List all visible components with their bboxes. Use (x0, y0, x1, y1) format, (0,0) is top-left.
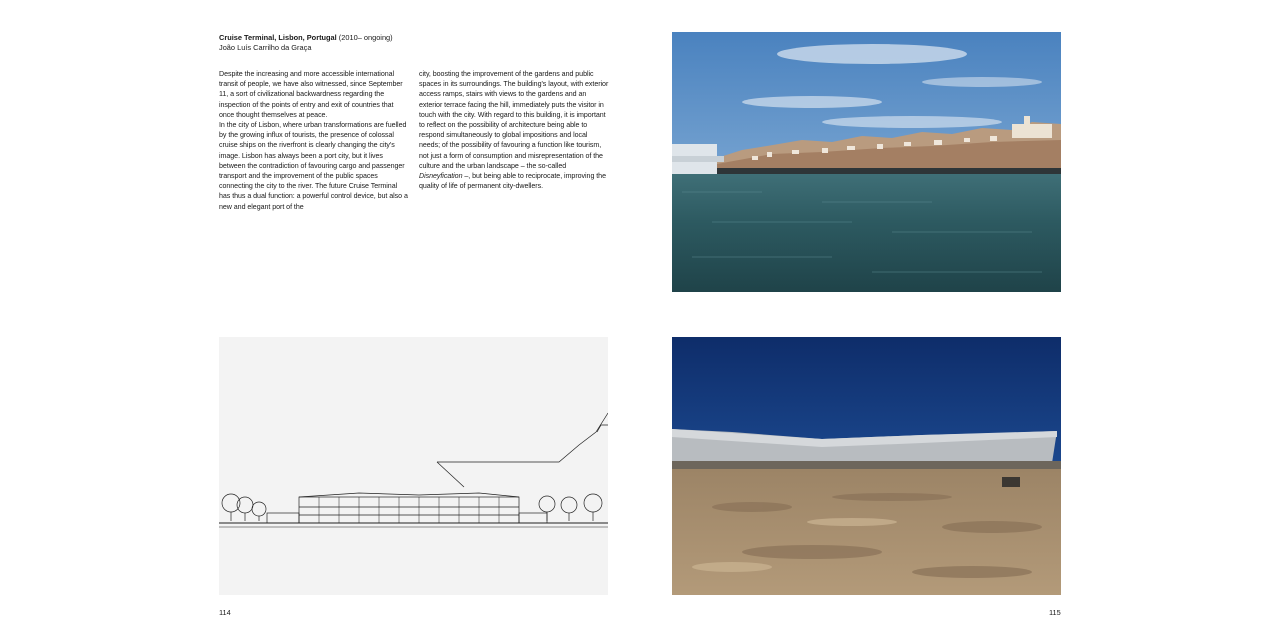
body-column-left (219, 69, 409, 212)
body-paragraph: Despite the increasing and more accessible international transit of people, we have also witnessed, since September 11, a sort of civilizational backwardness regarding the inspection of the points of entry and exit of countries that once thought themselves at peace. (219, 70, 403, 119)
project-title: Cruise Terminal, Lisbon, Portugal (219, 33, 337, 42)
photo-terminal-construction (672, 337, 1061, 595)
body-column-right (419, 69, 609, 191)
section-drawing (219, 337, 608, 595)
body-text: –, but being able to reciprocate, improving the quality of life of permanent city-dwellers. (419, 172, 606, 191)
photo-lisbon-riverfront (672, 32, 1061, 292)
project-heading (219, 33, 439, 43)
body-paragraph: In the city of Lisbon, where urban transformations are fuelled by the growing influx of tourists, the presence of colossal cruise ships on the riverfront is clearly changing the city's image. Lisbon has always been a port city, but it lives between the contradiction of favouring cargo and passenger transport and the improvement of the public spaces connecting the city to the river. The future Cruise Terminal has thus a dual function: a powerful control device, but also a new and elegant port of the (219, 121, 408, 211)
body-paragraph (419, 69, 609, 191)
page-number-right: 115 (1049, 608, 1061, 617)
body-text: city, boosting the improvement of the gardens and public spaces in its surroundings. The building's layout, with exterior access ramps, stairs with views to the gardens and an exterior terrace facing the hill, immediately puts the visitor in touch with the city. With regard to this building, it is important to reflect on the possibility of architecture being able to respond simultaneously to global impositions and local needs; of the possibility of favouring a function like tourism, not just a form of consumption and misrepresentation of the culture and the urban landscape – the so-called (419, 70, 609, 170)
project-author: João Luís Carrilho da Graça (219, 43, 312, 52)
italic-term: Disneyfication (419, 172, 463, 181)
project-dates: (2010– ongoing) (338, 33, 393, 42)
tree-outline-left (222, 494, 266, 521)
page-number-left: 114 (219, 608, 231, 617)
